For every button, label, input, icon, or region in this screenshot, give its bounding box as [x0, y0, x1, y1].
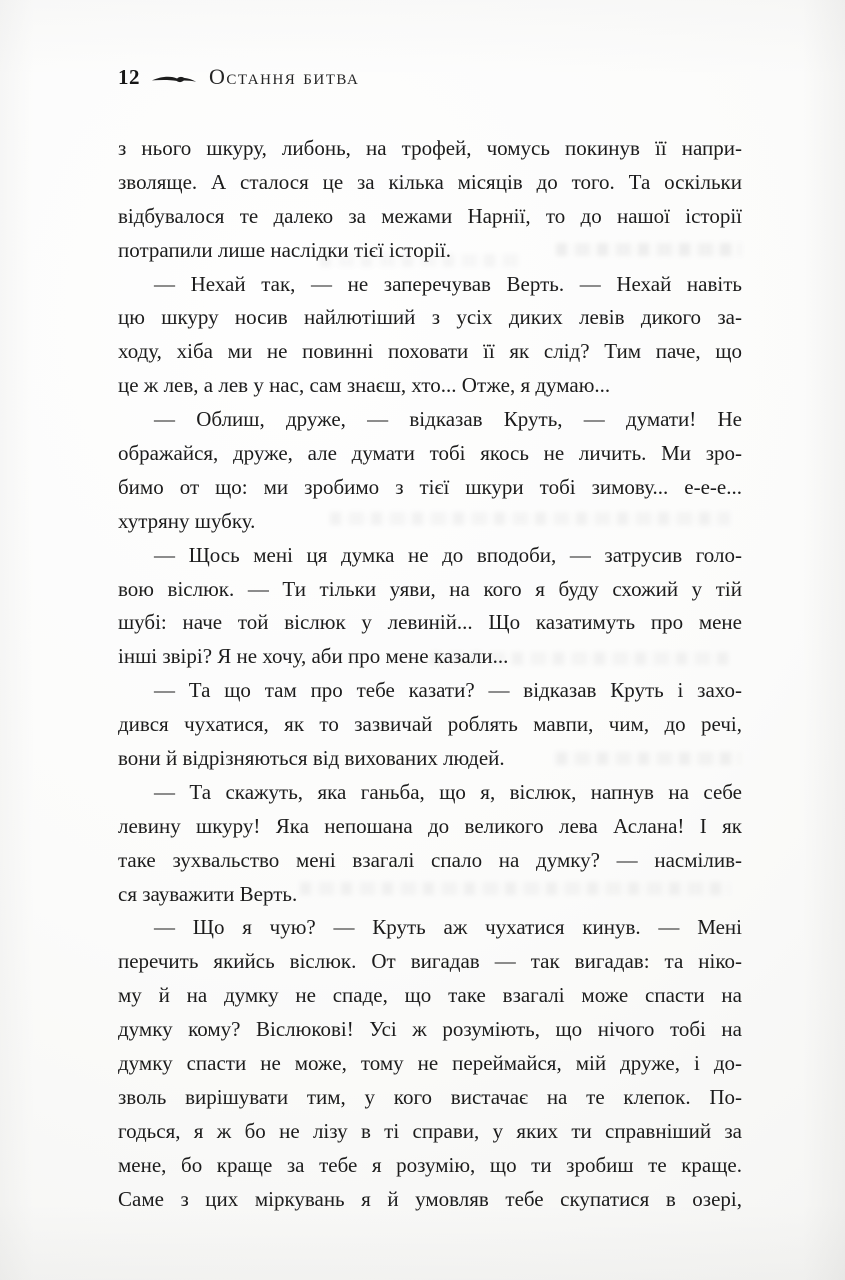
text-line: ходу, хіба ми не повинні поховати її як слід? Тим паче, що	[118, 339, 742, 364]
text-line: вою віслюк. — Ти тільки уяви, на кого я буду схожий у тій	[118, 576, 742, 601]
showthrough-smudge	[556, 752, 741, 765]
text-line: ся зауважити Верть.	[118, 881, 298, 906]
bird-ornament-icon	[151, 72, 197, 87]
text-line: ображайся, друже, але думати тобі якось не личить. Ми зро-	[118, 441, 742, 466]
text-line: — Нехай так, — не заперечував Верть. — Нехай навіть	[154, 271, 742, 296]
text-line: зволь вирішувати тим, у кого вистачає на те клепок. По-	[118, 1084, 742, 1109]
text-line: це ж лев, а лев у нас, сам знаєш, хто... Отже, я думаю...	[118, 373, 611, 398]
text-line: зволяще. А сталося це за кілька місяців до того. Та оскільки	[118, 169, 742, 194]
text-line: шубі: наче той віслюк у левиній... Що казатимуть про мене	[118, 610, 742, 635]
showthrough-smudge	[330, 512, 730, 525]
text-line: потрапили лише наслідки тієї історії.	[118, 237, 451, 262]
text-line: дився чухатися, як то зазвичай роблять мавпи, чим, до речі,	[118, 712, 742, 737]
text-line: вони й відрізняються від вихованих людей.	[118, 746, 505, 771]
text-line: перечить якийсь віслюк. От вигадав — так вигадав: та ніко-	[118, 949, 742, 974]
text-line: Саме з цих міркувань я й умовляв тебе скупатися в озері,	[118, 1186, 742, 1211]
text-line: хутряну шубку.	[118, 508, 256, 533]
text-line: цю шкуру носив найлютіший з усіх диких левів дикого за-	[118, 305, 742, 330]
text-line: му й на думку не спаде, що таке взагалі може спасти на	[118, 983, 742, 1008]
text-line: — Облиш, друже, — відказав Круть, — думати! Не	[154, 407, 742, 432]
text-line: мене, бо краще за тебе я розумію, що ти зробиш те краще.	[118, 1152, 742, 1177]
showthrough-smudge	[320, 254, 520, 267]
text-line: — Щось мені ця думка не до вподоби, — затрусив голо-	[154, 542, 742, 567]
text-line: годься, я ж бо не лізу в ті справи, у яких ти справніший за	[118, 1118, 742, 1143]
paragraph	[118, 911, 742, 1216]
text-line: таке зухвальство мені взагалі спало на думку? — насмілив-	[118, 847, 742, 872]
running-title: Остання битва	[209, 64, 360, 89]
text-line: думку спасти не може, тому не переймайся, мій друже, і до-	[118, 1051, 742, 1076]
showthrough-smudge	[300, 882, 730, 895]
text-line: — Що я чую? — Круть аж чухатися кинув. — Мені	[154, 915, 742, 940]
text-line: з нього шкуру, либонь, на трофей, чомусь покинув її напри-	[118, 136, 742, 160]
text-line: левину шкуру! Яка непошана до великого лева Аслана! І як	[118, 813, 742, 838]
text-line: інші звірі? Я не хочу, аби про мене казали...	[118, 644, 509, 669]
showthrough-smudge	[556, 243, 741, 256]
page-header	[118, 60, 742, 94]
page-number: 12	[118, 64, 140, 89]
page-body	[118, 132, 742, 1217]
showthrough-smudge	[430, 652, 730, 665]
text-line: бимо от що: ми зробимо з тієї шкури тобі зимову... е-е-е...	[118, 474, 742, 499]
text-line: — Та що там про тебе казати? — відказав Круть і захо-	[154, 678, 742, 703]
paragraph	[118, 268, 742, 404]
text-line: — Та скажуть, яка ганьба, що я, віслюк, напнув на себе	[154, 779, 742, 804]
text-line: відбувалося те далеко за межами Нарнії, то до нашої історії	[118, 203, 742, 228]
text-line: думку кому? Віслюкові! Усі ж розуміють, що нічого тобі на	[118, 1017, 742, 1042]
